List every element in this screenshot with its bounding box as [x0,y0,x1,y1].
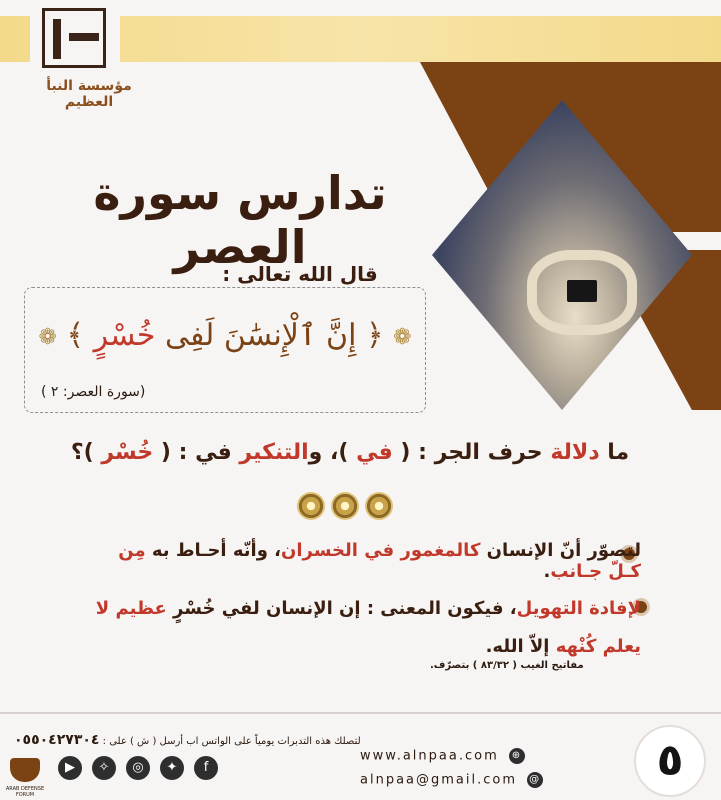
question-part: ما [599,440,630,465]
intro-text: قال الله تعالى : [222,262,378,286]
gold-star-icon [331,492,359,520]
point-text: . [543,561,551,582]
point-highlight: لإفادة التهويل [516,598,641,619]
youtube-icon[interactable]: ▶ [58,756,82,780]
twitter-icon[interactable]: ✦ [160,756,184,780]
kaaba-icon [567,280,597,302]
footer-divider [0,712,721,714]
website-row[interactable] [360,748,525,764]
point-highlight: مِن كـلّ جـانب [118,540,641,582]
snapchat-icon[interactable]: ✧ [92,756,116,780]
question-part: حرف الجر : ( [392,440,551,465]
question-part: في : ( [153,440,240,465]
verse-part1: إِنَّ ٱلْإِنسَٰنَ لَفِى [155,318,357,353]
point-item [81,540,641,582]
emblem-logo [2,758,48,798]
point-highlight: عظيم [115,598,167,619]
question-keyword: في [356,440,393,465]
ornament-stars [290,492,400,524]
point-text: إلاّ الله. [485,636,556,657]
verse-close-bracket: ﴾ [66,318,85,353]
ornament-left-icon: ❁ [38,324,57,350]
at-icon: @ [527,772,543,788]
source-citation: مفاتيح الغيب ( ٨٣/٣٢ ) بتصرّف. [430,660,584,671]
logo [30,8,132,110]
point-highlight: لا يعلم كُنْهه [95,598,641,657]
point-text: ، فيكون المعنى : إن الإنسان لفي خُسْرٍ [166,598,517,619]
verse-open-bracket: ﴿ [365,318,384,353]
email-link[interactable]: alnpaa@gmail.com [360,772,518,788]
verse-box [24,287,426,413]
shield-icon [10,758,40,782]
question-keyword: خُسْر [101,440,154,465]
question-keyword: التنكير [239,440,309,465]
question [70,440,630,465]
website-link[interactable]: www.alnpaa.com [360,748,499,764]
emblem-caption: ARAB DEFENSE FORUM [5,786,45,798]
question-part: )، و [308,440,357,465]
subscribe-text: لتصلك هذه التدبرات يومياً على الواتس اب أرسل ( ش ) على : [102,736,361,747]
logo-text: مؤسسة النبأ العظيم [46,78,132,110]
logo-mark-icon [42,8,106,68]
subscribe-line [14,732,494,748]
point-highlight: كالمغمور في الخسران [281,540,481,561]
email-row[interactable] [360,772,543,788]
phone-number[interactable]: ٠٥٥٠٤٢٧٣٠٤ [14,732,100,748]
question-part: )؟ [70,440,102,465]
facebook-icon[interactable]: f [194,756,218,780]
gold-star-icon [365,492,393,520]
page-title: تدارس سورة العصر [93,166,387,274]
gold-star-icon [297,492,325,520]
point-text: ، وأنّه أحـاط به [145,540,281,561]
question-keyword: دلالة [550,440,600,465]
point-text: لتصوّر أنّ الإنسان [480,540,641,561]
verse-highlight: خُسْرٍ [93,318,156,353]
instagram-icon[interactable]: ◎ [126,756,150,780]
point-item [71,590,641,666]
globe-icon: ⊕ [509,748,525,764]
verse-text [25,318,425,353]
ornament-right-icon: ❁ [393,324,412,350]
page-number-badge: ٥ [634,725,706,797]
verse-reference: (سورة العصر: ٢ ) [41,384,146,400]
